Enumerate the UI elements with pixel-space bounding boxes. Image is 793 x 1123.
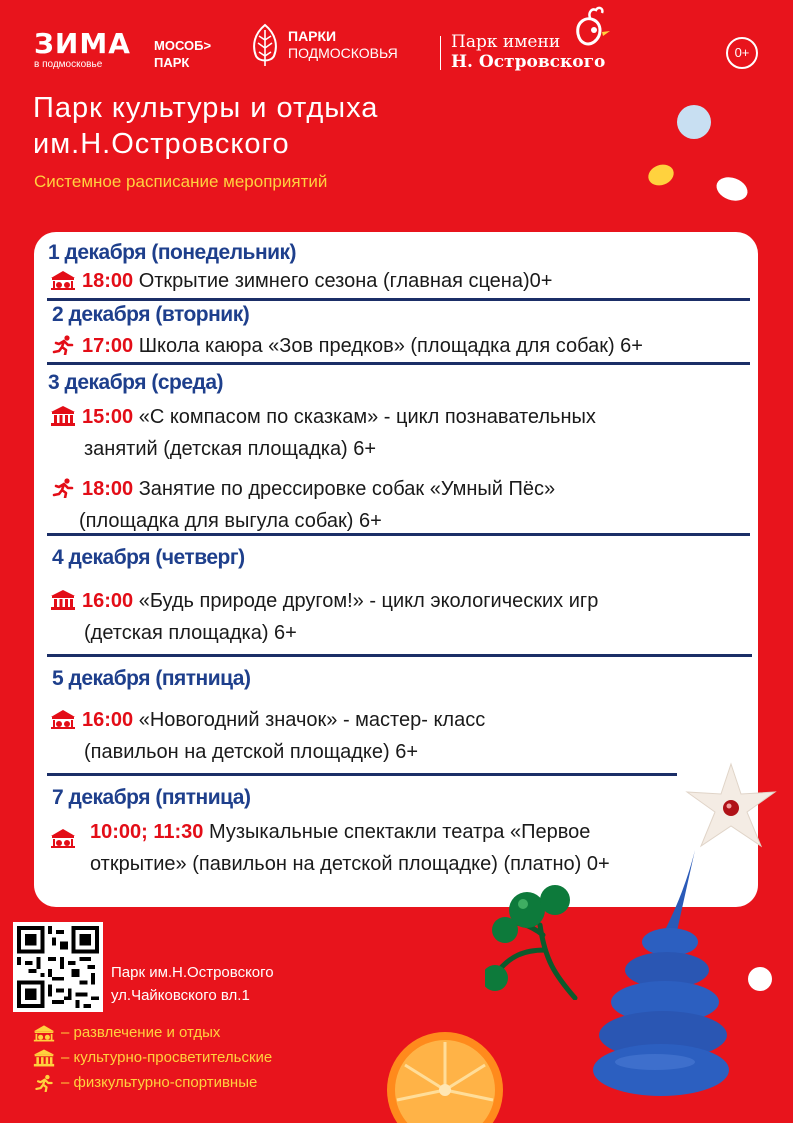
sport-icon: [33, 1074, 55, 1092]
mosobpark-logo: [154, 37, 211, 71]
header: [0, 0, 793, 90]
decor-dot-white: [748, 967, 772, 991]
park-address: [111, 961, 274, 1007]
bird-icon: [568, 4, 614, 54]
event-title: Открытие зимнего сезона (главная сцена)0+: [133, 270, 553, 292]
qr-code-image: [17, 926, 99, 1008]
culture-icon: [33, 1049, 55, 1067]
address-park-name: Парк им.Н.Островского: [111, 964, 274, 981]
event-title-continuation: (павильон на детской площадке) 6+: [84, 741, 419, 763]
event-item: [50, 816, 610, 880]
zima-logo-text: ЗИМА: [34, 27, 131, 60]
legend-label: – культурно-просветительские: [61, 1049, 273, 1066]
zima-logo-subtext: в подмосковье: [34, 59, 103, 70]
event-title: Занятие по дрессировке собак «Умный Пёс»: [133, 478, 556, 500]
event-item: [50, 330, 643, 362]
legend-item: [33, 1020, 272, 1045]
decor-dot-white: [713, 173, 751, 205]
event-title: Школа каюра «Зов предков» (площадка для собак) 6+: [133, 335, 643, 357]
section-divider: [47, 533, 750, 536]
event-title: «Новогодний значок» - мастер- класс: [133, 709, 486, 731]
decor-orange-slice-illustration: [385, 1030, 505, 1123]
day-heading: 5 декабря (пятница): [52, 667, 251, 690]
day-heading: 3 декабря (среда): [48, 371, 224, 394]
parki-logo-line2: ПОДМОСКОВЬЯ: [288, 45, 398, 61]
entertainment-icon: [50, 828, 76, 848]
decor-dot-blue: [677, 105, 711, 139]
sport-icon: [50, 335, 76, 355]
age-rating-badge: 0+: [726, 37, 758, 69]
mosobpark-logo-line2: ПАРК: [154, 55, 190, 70]
event-time: 18:00: [82, 478, 134, 500]
event-time: 17:00: [82, 335, 134, 357]
event-title-continuation: открытие» (павильон на детской площадке) (платно) 0+: [90, 853, 610, 875]
decor-berries-illustration: [485, 880, 585, 1000]
day-heading: 4 декабря (четверг): [52, 546, 245, 569]
ostrovsky-logo-line1: Парк имени: [451, 32, 561, 52]
logo-divider: [440, 36, 441, 70]
page-title-line1: Парк культуры и отдыха: [33, 92, 379, 124]
legend-item: [33, 1045, 272, 1070]
decor-star-illustration: [683, 762, 779, 858]
event-item: [50, 401, 596, 465]
event-time: 15:00: [82, 406, 134, 428]
event-item: [50, 473, 555, 537]
event-title-continuation: (детская площадка) 6+: [84, 622, 297, 644]
event-time: 16:00: [82, 590, 134, 612]
entertainment-icon: [50, 270, 76, 290]
event-time: 18:00: [82, 270, 134, 292]
event-title: «Будь природе другом!» - цикл экологических игр: [133, 590, 599, 612]
day-heading: 1 декабря (понедельник): [48, 241, 297, 264]
entertainment-icon: [33, 1024, 55, 1042]
decor-blue-tree-illustration: [575, 830, 735, 1100]
address-street: ул.Чайковского вл.1: [111, 987, 250, 1004]
sport-icon: [50, 478, 76, 498]
culture-icon: [50, 590, 76, 610]
legend-label: – развлечение и отдых: [61, 1024, 221, 1041]
day-heading: 2 декабря (вторник): [52, 303, 250, 326]
page-subtitle: Системное расписание мероприятий: [34, 172, 328, 191]
legend-item: [33, 1070, 272, 1095]
section-divider: [47, 773, 677, 776]
parki-podmoskovya-logo: [248, 22, 398, 68]
mosobpark-logo-line1: МОСОБ>: [154, 38, 212, 53]
culture-icon: [50, 406, 76, 426]
day-heading: 7 декабря (пятница): [52, 786, 251, 809]
zima-logo: [34, 27, 131, 70]
event-item: [50, 265, 552, 297]
leaf-icon: [248, 22, 282, 68]
ostrovsky-logo-line2: Н. Островского: [451, 52, 606, 72]
page-title-line2: им.Н.Островского: [33, 128, 290, 160]
qr-code[interactable]: [13, 922, 103, 1012]
event-item: [50, 585, 598, 649]
icon-legend: [33, 1020, 272, 1095]
event-time: 16:00: [82, 709, 134, 731]
page-title: [33, 90, 378, 162]
event-title: «С компасом по сказкам» - цикл познавательных: [133, 406, 596, 428]
event-title: Музыкальные спектакли театра «Первое: [203, 821, 591, 843]
legend-label: – физкультурно-спортивные: [61, 1074, 258, 1091]
section-divider: [47, 298, 750, 301]
decor-dot-yellow: [645, 161, 676, 189]
event-title-continuation: занятий (детская площадка) 6+: [84, 438, 377, 460]
event-item: [50, 704, 485, 768]
section-divider: [47, 362, 750, 365]
parki-logo-line1: ПАРКИ: [288, 28, 337, 44]
event-time: 10:00; 11:30: [90, 821, 204, 843]
event-title-continuation: (площадка для выгула собак) 6+: [79, 510, 382, 532]
entertainment-icon: [50, 709, 76, 729]
section-divider: [47, 654, 752, 657]
